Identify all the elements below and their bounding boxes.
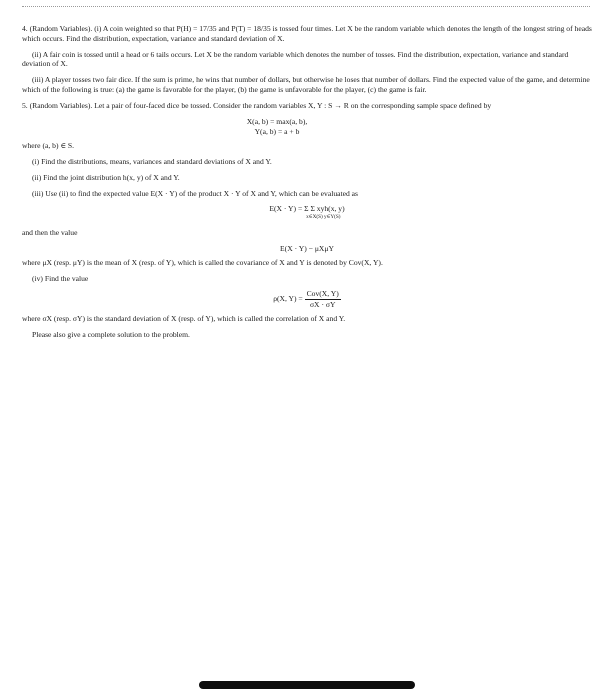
q5-eq-y: Y(a, b) = a + b xyxy=(254,127,300,137)
q4-part-ii: (ii) A fair coin is tossed until a head or 6 tails occurs. Let X be the random variable which denotes the number of tosses. Find the distribution, expectation, variance and standard deviation of X. xyxy=(22,49,569,69)
q4-intro: 4. (Random Variables). (i) A coin weighted so that P(H) = 17/35 and P(T) = 18/35 is tossed four times. Let X be the random variable which denotes the length of the longest string of heads which occurs. Find the distribution, expectation, variance and standard deviation of X. xyxy=(22,24,592,43)
top-dotted-rule xyxy=(22,6,590,7)
q5-part-iii: (iii) Use (ii) to find the expected value E(X · Y) of the product X · Y of X and Y, which can be evaluated as xyxy=(32,188,358,198)
sum-body: Σ Σ xyh(x, y) xyxy=(304,204,345,214)
home-indicator-bar[interactable] xyxy=(199,681,415,689)
q5-where-ab: where (a, b) ∈ S. xyxy=(22,141,75,151)
q5-cov-expr: E(X · Y) − μXμY xyxy=(280,243,334,253)
q5-sum-formula xyxy=(22,204,592,220)
rho-numerator: Cov(X, Y) xyxy=(306,289,339,299)
q4-part-iii: (iii) A player tosses two fair dice. If the sum is prime, he wins that number of dollars, but otherwise he loses that number of dollars. Find the expected value of the game, and determine which of the following is true: (a) the game is favorable for the player, (b) the game is unfavorable for the player, (c) the game is fair. xyxy=(22,75,590,94)
q5-part-i: (i) Find the distributions, means, variances and standard deviations of X and Y. xyxy=(32,156,272,166)
q5-intro: 5. (Random Variables). Let a pair of four-faced dice be tossed. Consider the random variables X, Y : S → R on the corresponding sample space defined by xyxy=(22,100,492,110)
rho-denominator: σX · σY xyxy=(309,300,336,310)
sum-expression xyxy=(304,204,344,220)
q5-sigma-where: where σX (resp. σY) is the standard deviation of X (resp. of Y), which is called the correlation of X and Y. xyxy=(22,313,346,323)
q5-eq-x: X(a, b) = max(a, b), xyxy=(246,116,308,126)
q5-then-value: and then the value xyxy=(22,228,78,238)
sum-lhs: E(X · Y) = xyxy=(269,204,305,214)
rho-lhs: ρ(X, Y) = xyxy=(273,294,305,304)
q5-rho-formula xyxy=(22,289,592,310)
closing-note: Please also give a complete solution to the problem. xyxy=(32,329,190,339)
rho-fraction xyxy=(305,289,341,310)
q5-part-iv: (iv) Find the value xyxy=(32,273,89,283)
q5-cov-where: where μX (resp. μY) is the mean of X (resp. of Y), which is called the covariance of X and Y is denoted by Cov(X, Y). xyxy=(22,257,383,267)
q5-part-ii: (ii) Find the joint distribution h(x, y) of X and Y. xyxy=(32,172,180,182)
problem-sheet xyxy=(22,24,592,346)
sum-index: x∈X(S) y∈Y(S) xyxy=(306,214,341,221)
